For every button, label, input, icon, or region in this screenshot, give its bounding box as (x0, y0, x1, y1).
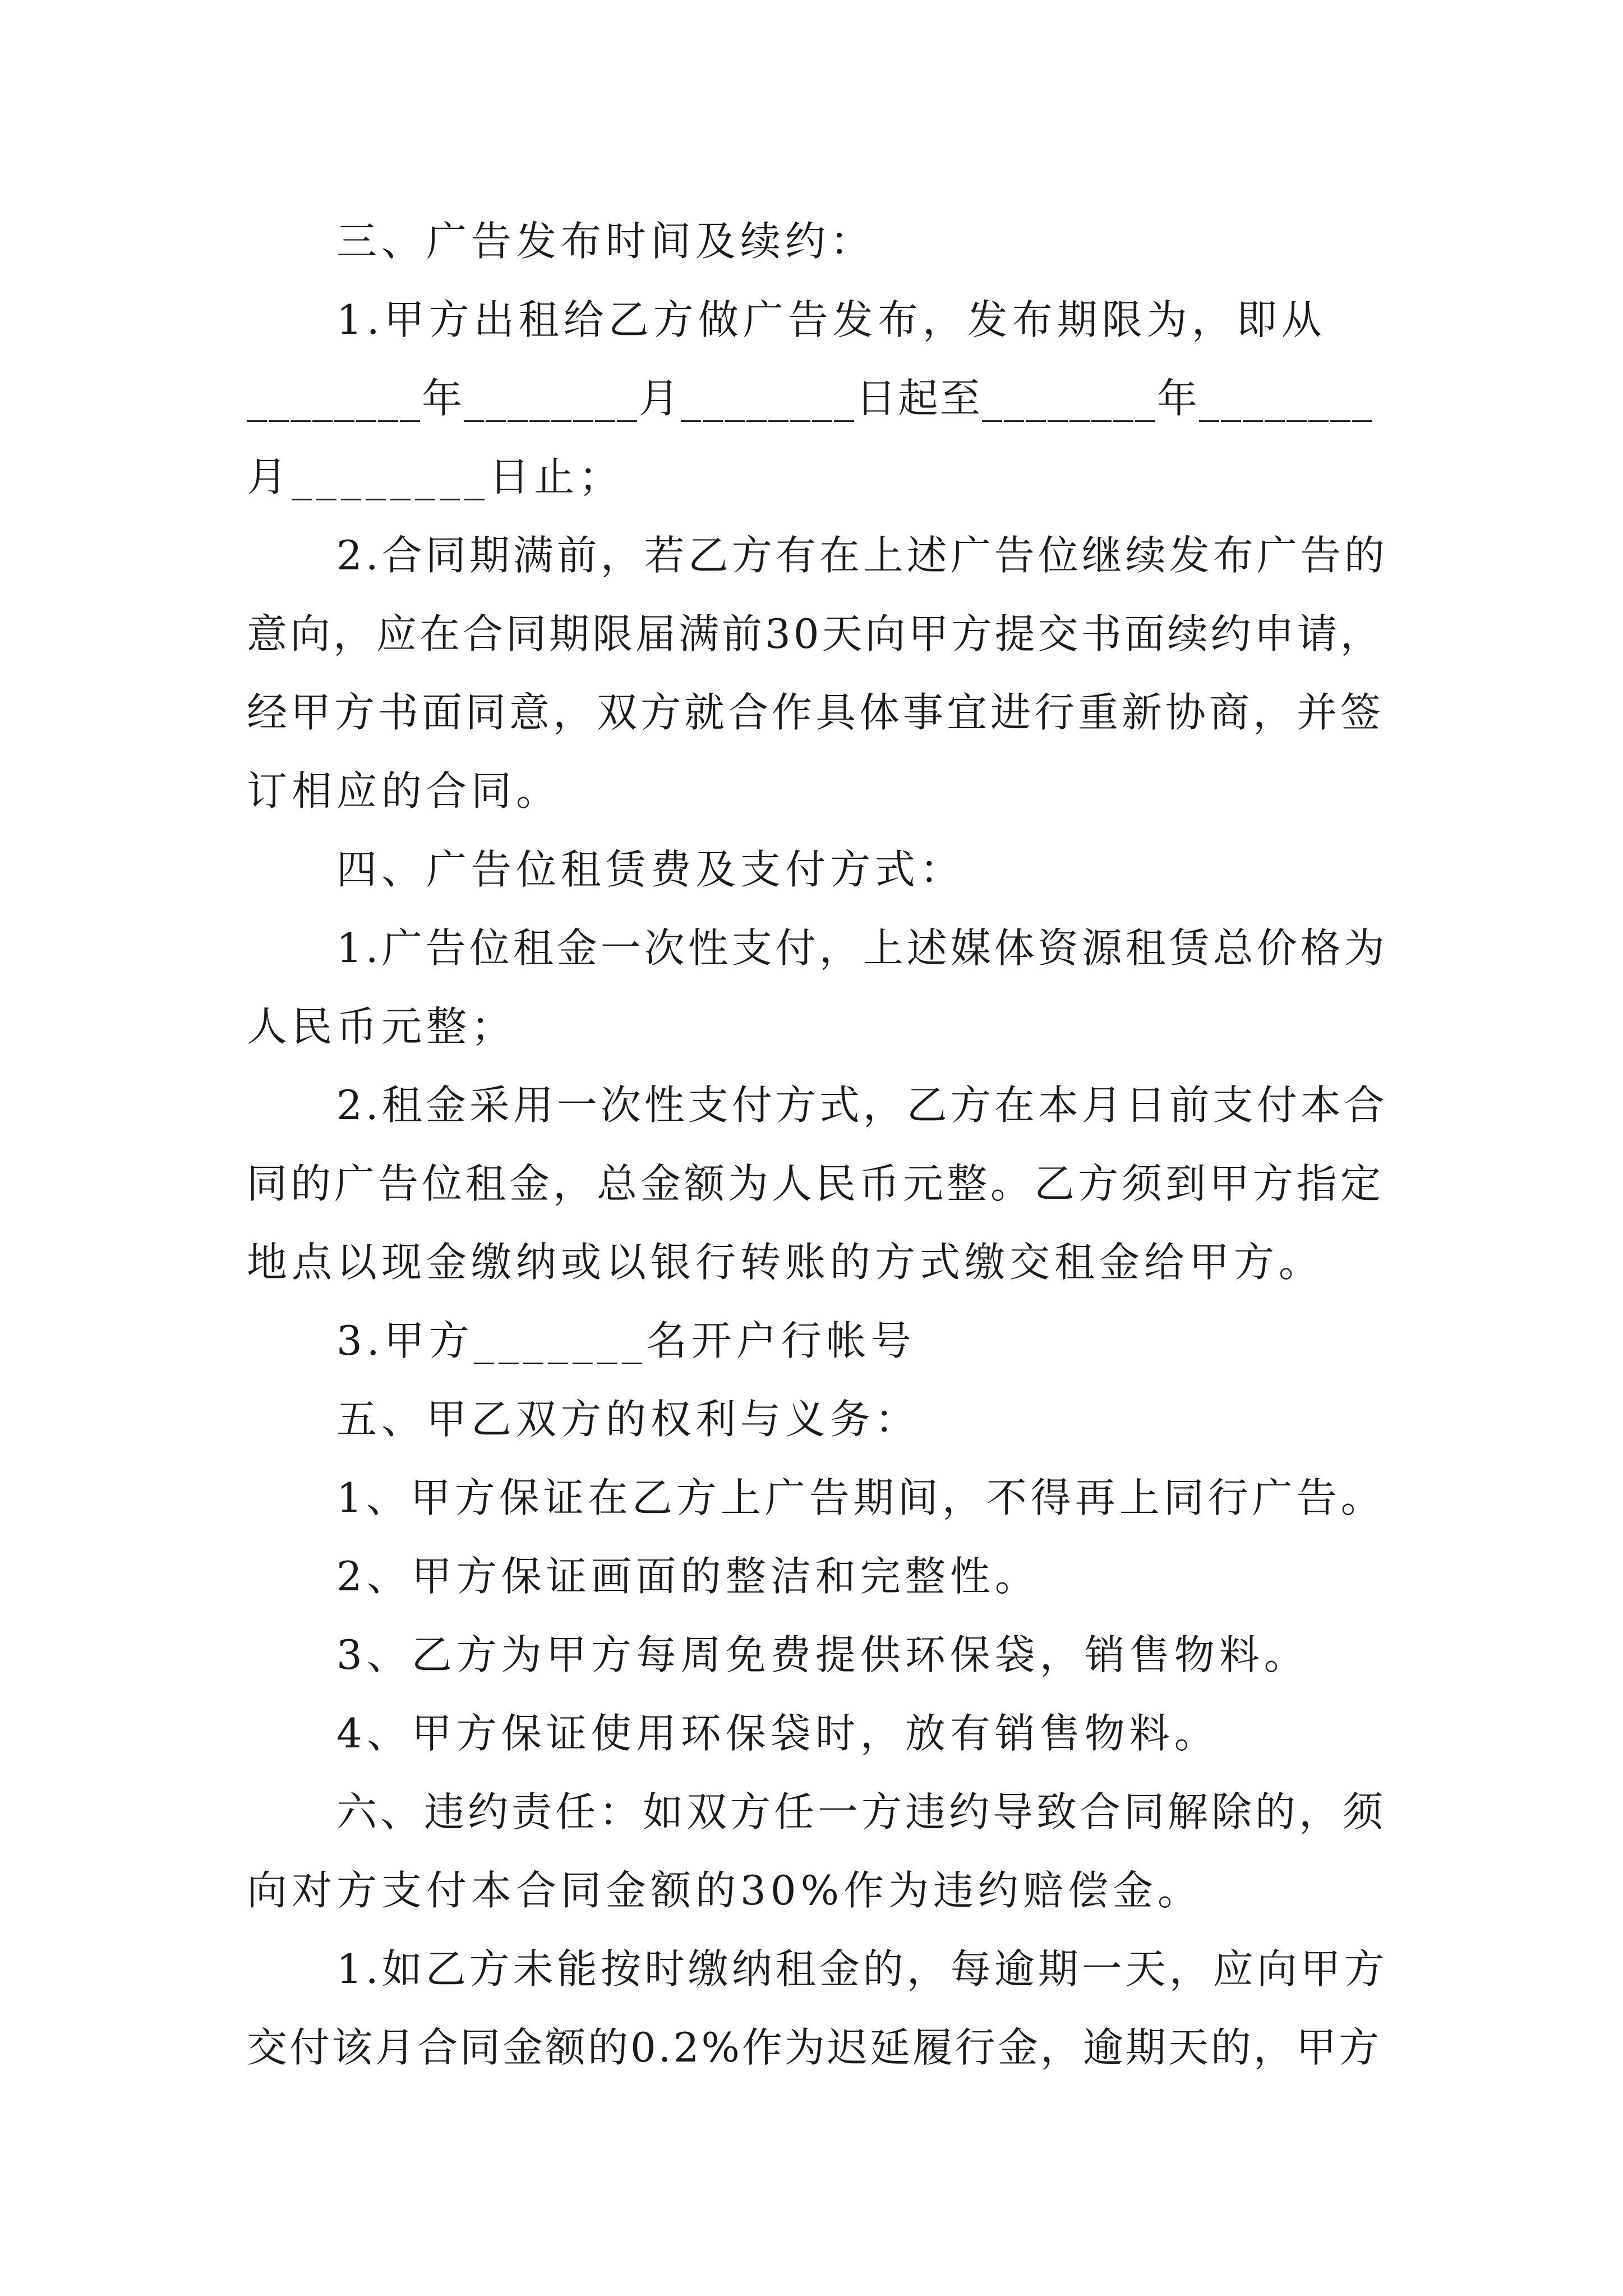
paragraph-line: 人民币元整； (247, 1003, 517, 1050)
list-item: 4、甲方保证使用环保袋时，放有销售物料。 (336, 1710, 1219, 1757)
paragraph-line: 1.如乙方未能按时缴纳租金的，每逾期一天，应向甲方 (336, 1945, 1388, 1993)
paragraph-line: 2.合同期满前，若乙方有在上述广告位继续发布广告的 (336, 532, 1388, 579)
list-item: 3、乙方为甲方每周免费提供环保袋，销售物料。 (336, 1631, 1309, 1678)
section-heading: 四、广告位租赁费及支付方式： (336, 846, 965, 893)
date-blanks-line: ________年________月________日起至________年________ (247, 375, 1375, 422)
paragraph-line: 交付该月合同金额的0.2%作为迟延履行金，逾期天的，甲方 (247, 2024, 1381, 2071)
paragraph-line: 3.甲方_______名开户行帐号 (336, 1317, 916, 1364)
section-heading: 六、违约责任：如双方任一方违约导致合同解除的，须 (336, 1788, 1387, 1835)
list-item: 2、甲方保证画面的整洁和完整性。 (336, 1553, 1040, 1600)
paragraph-line: 1.广告位租金一次性支付，上述媒体资源租赁总价格为 (336, 924, 1388, 972)
paragraph-line: 向对方支付本合同金额的30%作为违约赔偿金。 (247, 1867, 1203, 1914)
paragraph-line: 2.租金采用一次性支付方式，乙方在本月日前支付本合 (336, 1082, 1388, 1129)
list-item: 1、甲方保证在乙方上广告期间，不得再上同行广告。 (336, 1474, 1385, 1521)
paragraph-line: 经甲方书面同意，双方就合作具体事宜进行重新协商，并签 (247, 689, 1385, 736)
paragraph-line: 月________日止； (247, 453, 624, 500)
paragraph-line: 订相应的合同。 (247, 767, 561, 815)
section-heading: 五、甲乙双方的权利与义务： (336, 1396, 920, 1443)
paragraph-line: 地点以现金缴纳或以银行转账的方式缴交租金给甲方。 (247, 1239, 1324, 1286)
paragraph-line: 意向，应在合同期限届满前30天向甲方提交书面续约申请， (247, 610, 1384, 657)
paragraph-line: 1.甲方出租给乙方做广告发布，发布期限为，即从 (336, 296, 1326, 343)
paragraph-line: 同的广告位租金，总金额为人民币元整。乙方须到甲方指定 (247, 1160, 1385, 1207)
section-heading: 三、广告发布时间及续约： (336, 218, 875, 265)
